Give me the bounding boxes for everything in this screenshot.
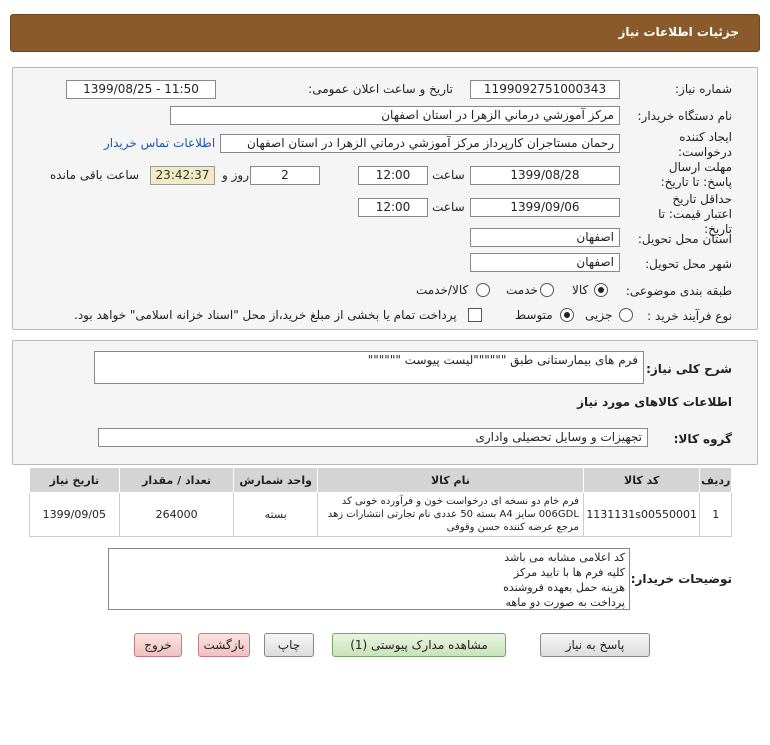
need-number-field: 1199092751000343 (470, 80, 620, 99)
cell-index: 1 (700, 493, 732, 537)
countdown-timer: 23:42:37 (150, 166, 215, 185)
exit-button[interactable]: خروج (134, 633, 182, 657)
col-code: کد کالا (583, 468, 700, 493)
days-field: 2 (250, 166, 320, 185)
goods-section-title: اطلاعات کالاهای مورد نیاز (577, 395, 732, 409)
goods-group-label: گروه کالا: (673, 432, 732, 446)
buyer-note-line: کلیه فرم ها با تایید مرکز (513, 566, 625, 579)
category-option-service: خدمت (506, 283, 538, 297)
cell-unit: بسته (234, 493, 317, 537)
validity-time-field: 12:00 (358, 198, 428, 217)
category-option-goods-service: کالا/خدمت (416, 283, 469, 297)
page-title: جزئیات اطلاعات نیاز (618, 25, 739, 39)
category-label: طبقه بندی موضوعی: (625, 284, 732, 298)
validity-label: حداقل تاریخ اعتبار قیمت: تا تاریخ: (658, 192, 732, 236)
deadline-label: مهلت ارسال پاسخ: تا تاریخ: (660, 160, 732, 189)
city-field: اصفهان (470, 253, 620, 272)
category-radio-service[interactable] (540, 283, 554, 297)
cell-code: 1131131s00550001 (583, 493, 700, 537)
province-label: استان محل تحویل: (637, 232, 732, 246)
days-label: روز و (222, 168, 249, 182)
buyer-note-line: هزینه حمل بعهده فروشنده (503, 581, 625, 594)
validity-time-label: ساعت (432, 200, 465, 214)
announce-field: 1399/08/25 - 11:50 (66, 80, 216, 99)
process-option-medium: متوسط (515, 308, 553, 322)
cell-name: فرم خام دو نسخه ای درخواست خون و فرآورده خونی کد 006GDL سایز A4 بسته 50 عددی نام تجارتی انتشارات زهد مرجع عرضه کننده حسن وقوفی (317, 493, 583, 537)
deadline-date-field: 1399/08/28 (470, 166, 620, 185)
buyer-note-line: کد اعلامی مشابه می باشد (504, 551, 625, 564)
cell-qty: 264000 (119, 493, 234, 537)
table-header-row (30, 468, 732, 493)
deadline-time-field: 12:00 (358, 166, 428, 185)
process-label: نوع فرآیند خرید : (647, 309, 732, 323)
goods-group-field: تجهیزات و وسایل تحصیلی واداری (98, 428, 648, 447)
payment-note: پرداخت تمام یا بخشی از مبلغ خرید،از محل "اسناد خزانه اسلامی" خواهد بود. (74, 308, 457, 322)
validity-date-field: 1399/09/06 (470, 198, 620, 217)
announce-label: تاریخ و ساعت اعلان عمومی: (308, 82, 453, 96)
buyer-note-line: پرداخت به صورت دو ماهه (505, 596, 625, 609)
city-label: شهر محل تحویل: (645, 257, 732, 271)
col-index: ردیف (700, 468, 732, 493)
province-field: اصفهان (470, 228, 620, 247)
treasury-checkbox[interactable] (468, 308, 482, 322)
col-qty: تعداد / مقدار (119, 468, 234, 493)
buyer-org-label: نام دستگاه خریدار: (637, 109, 732, 123)
category-radio-goods[interactable] (594, 283, 608, 297)
category-radio-goods-service[interactable] (476, 283, 490, 297)
process-radio-medium[interactable] (560, 308, 574, 322)
back-button[interactable]: بازگشت (198, 633, 250, 657)
col-date: تاریخ نیاز (30, 468, 120, 493)
print-button[interactable]: چاپ (264, 633, 314, 657)
cell-date: 1399/09/05 (30, 493, 120, 537)
reply-button[interactable]: پاسخ به نیاز (540, 633, 650, 657)
table-row (30, 493, 732, 537)
attachments-button[interactable]: مشاهده مدارک پیوستی (1) (332, 633, 506, 657)
buyer-contact-link[interactable]: اطلاعات تماس خریدار (104, 136, 216, 150)
col-unit: واحد شمارش (234, 468, 317, 493)
buyer-notes-box (108, 548, 630, 610)
need-number-label: شماره نیاز: (675, 82, 732, 96)
process-radio-partial[interactable] (619, 308, 633, 322)
summary-field: فرم های بیمارستانی طبق """"""لیست پیوست """""" (94, 351, 644, 384)
remaining-label: ساعت باقی مانده (50, 168, 140, 182)
creator-label: ایجاد کننده درخواست: (678, 130, 732, 159)
deadline-time-label: ساعت (432, 168, 465, 182)
summary-label: شرح کلی نیاز: (646, 362, 732, 376)
buyer-notes-label: توضیحات خریدار: (630, 572, 732, 586)
category-option-goods: کالا (572, 283, 589, 297)
creator-field: رحمان مستاجران کارپرداز مرکز آموزشي درماني الزهرا در استان اصفهان (220, 134, 620, 153)
col-name: نام کالا (317, 468, 583, 493)
process-option-partial: جزیی (585, 308, 613, 322)
goods-table (29, 467, 732, 537)
page-header (10, 14, 760, 52)
buyer-org-field: مرکز آموزشي درماني الزهرا در استان اصفهان (170, 106, 620, 125)
